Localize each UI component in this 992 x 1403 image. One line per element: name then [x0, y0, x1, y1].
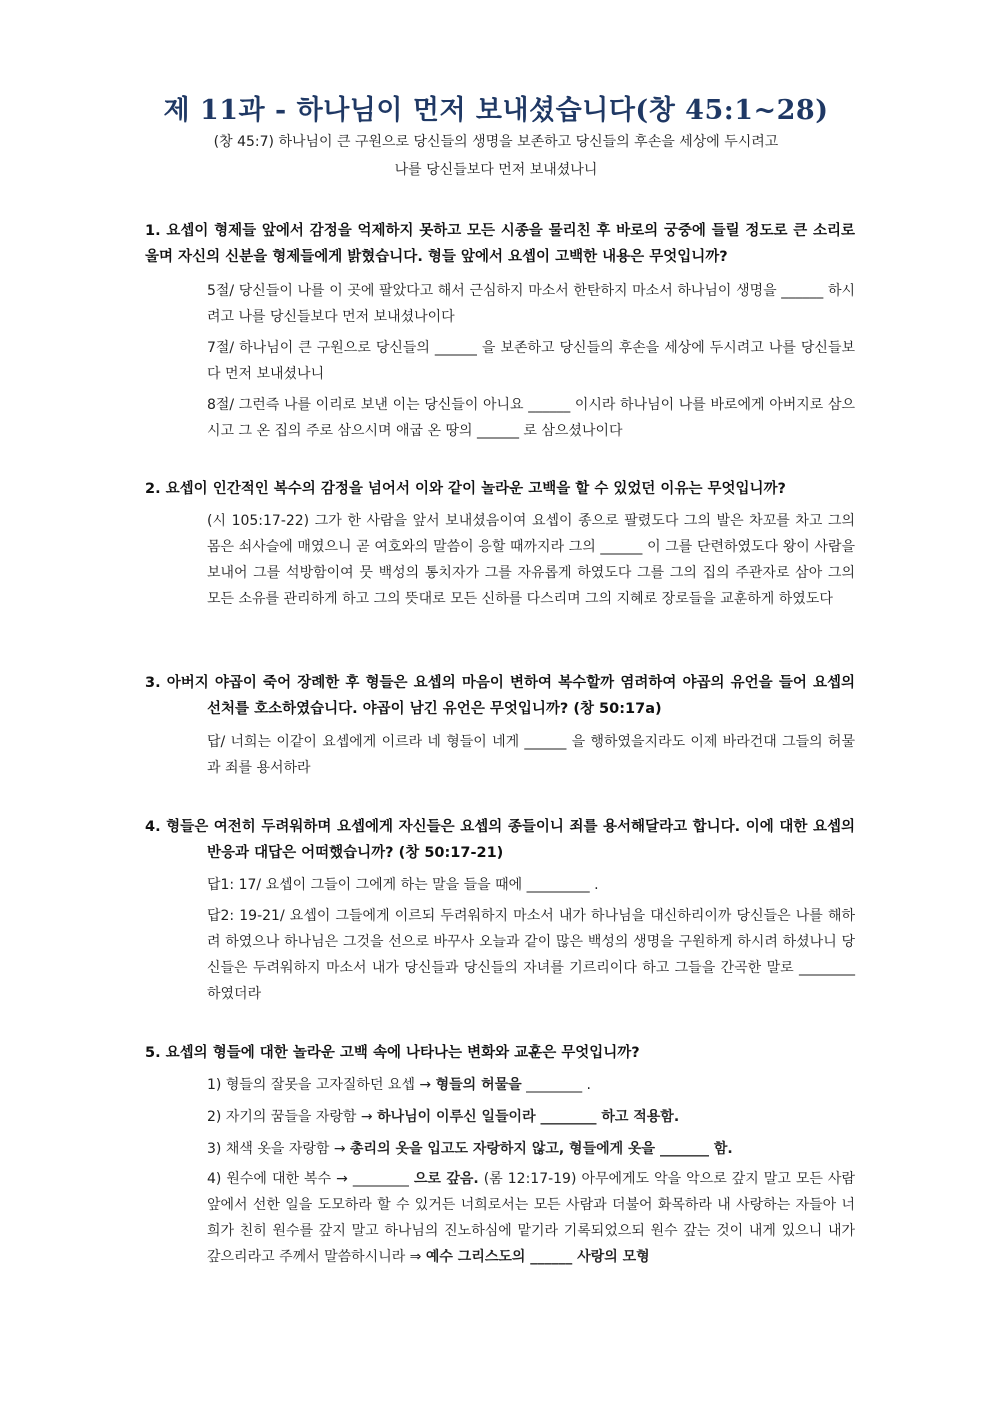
item-1-blank: ________ .: [521, 1077, 592, 1093]
question-1-answer-verse5: 5절/ 당신들이 나를 이 곳에 팔았다고 해서 근심하지 마소서 한탄하지 마소서 하나님이 생명을 ______ 하시려고 나를 당신들보다 먼저 보내셨나이다: [207, 283, 855, 325]
question-3: 3. 아버지 야곱이 죽어 장례한 후 형들은 요셉의 마음이 변하여 복수할까 염려하여 야곱의 유언을 들어 요셉의 선처를 호소하였습니다. 야곱이 남긴 유언은 무엇입니까? (창 50:17a): [145, 675, 855, 717]
item-1-text: 1) 형들의 잘못을 고자질하던 요셉 →: [207, 1077, 436, 1093]
item-4-bold-1: 으로 갚음.: [413, 1171, 479, 1187]
question-1-answer-verse7: 7절/ 하나님이 큰 구원으로 당신들의 ______ 을 보존하고 당신들의 후손을 세상에 두시려고 나를 당신들보다 먼저 보내셨나니: [207, 340, 855, 382]
question-2-answer-psalm: (시 105:17-22) 그가 한 사람을 앞서 보내셨음이여 요셉이 종으로 팔렸도다 그의 발은 차꼬를 차고 그의 몸은 쇠사슬에 매였으니 곧 여호와의 말씀이 응할 때까지라 그의 ______ 이 그를 단련하였도다 왕이 사람을 보내어 그를 석방함이여 뭇 백성의 통치자가 그를 자유롭게 하였도다 그를 그의 집의 주관자로 삼아 그의 모든 소유를 관리하게 하고 그의 뜻대로 모든 신하를 다스리며 그의 지혜로 장로들을 교훈하게 하였도다: [207, 513, 855, 607]
item-3-text: 3) 채색 옷을 자랑함 →: [207, 1141, 351, 1157]
item-2-text: 2) 자기의 꿈들을 자랑함 →: [207, 1109, 378, 1125]
question-5-item-3: [207, 1136, 855, 1162]
item-4-text: 4) 원수에 대한 복수 → ________: [207, 1171, 414, 1187]
key-verse-line2: 나를 당신들보다 먼저 보내셨나니: [394, 162, 598, 178]
question-4-answer-1: 답1: 17/ 요셉이 그들이 그에게 하는 말을 들을 때에 _________ .: [207, 877, 599, 893]
page-title: 제 11과 - 하나님이 먼저 보내셨습니다(창 45:1~28): [163, 95, 829, 126]
item-4-verse: (롬 12:17-19) 아무에게도 악을 악으로 갚지 말고 모든 사람 앞에서 선한 일을 도모하라 할 수 있거든 너희로서는 모든 사람과 더불어 화목하라 내 사랑하는 자들아 너희가 친히 원수를 갚지 말고 하나님의 진노하심에 맡기라 기록되었으되 원수 갚는 것이 내게 있으니 내가 갚으리라고 주께서 말씀하시니라 ⇒: [207, 1171, 855, 1265]
question-5-item-4: [207, 1166, 855, 1270]
question-3-answer: 답/ 너희는 이같이 요셉에게 이르라 네 형들이 네게 ______ 을 행하였을지라도 이제 바라건대 그들의 허물과 죄를 용서하라: [207, 734, 855, 776]
question-1-answer-verse8: 8절/ 그런즉 나를 이리로 보낸 이는 당신들이 아니요 ______ 이시라 하나님이 나를 바로에게 아버지로 삼으시고 그 온 집의 주로 삼으시며 애굽 온 땅의 ______ 로 삼으셨나이다: [207, 397, 855, 439]
question-5-item-1: [207, 1072, 855, 1098]
item-3-bold: 총리의 옷을 입고도 자랑하지 않고, 형들에게 옷을 _______ 함.: [350, 1141, 733, 1157]
question-4-answer-2: 답2: 19-21/ 요셉이 그들에게 이르되 두려워하지 마소서 내가 하나님을 대신하리이까 당신들은 나를 해하려 하였으나 하나님은 그것을 선으로 바꾸사 오늘과 같이 많은 백성의 생명을 구원하게 하시려 하셨나니 당신들은 두려워하지 마소서 내가 당신들과 당신들의 자녀를 기르리이다 하고 그들을 간곡한 말로 ________ 하였더라: [207, 908, 855, 1002]
question-1: 1. 요셉이 형제들 앞에서 감정을 억제하지 못하고 모든 시종을 물리친 후 바로의 궁중에 들릴 정도로 큰 소리로 울며 자신의 신분을 형제들에게 밝혔습니다. 형들 앞에서 요셉이 고백한 내용은 무엇입니까?: [145, 223, 855, 265]
question-4: 4. 형들은 여전히 두려워하며 요셉에게 자신들은 요셉의 종들이니 죄를 용서해달라고 합니다. 이에 대한 요셉의 반응과 대답은 어떠했습니까? (창 50:17-21): [145, 819, 855, 861]
item-2-bold: 하나님이 이루신 일들이라 ________ 하고 적용함.: [377, 1109, 680, 1125]
question-5-item-2: [207, 1104, 855, 1130]
key-verse-line1: (창 45:7) 하나님이 큰 구원으로 당신들의 생명을 보존하고 당신들의 후손을 세상에 두시려고: [213, 134, 779, 150]
question-5: 5. 요셉의 형들에 대한 놀라운 고백 속에 나타나는 변화와 교훈은 무엇입니까?: [145, 1045, 640, 1061]
item-4-bold-2: 예수 그리스도의 ______ 사랑의 모형: [425, 1249, 650, 1265]
item-1-bold: 형들의 허물을: [435, 1077, 522, 1093]
question-2: 2. 요셉이 인간적인 복수의 감정을 넘어서 이와 같이 놀라운 고백을 할 수 있었던 이유는 무엇입니까?: [145, 481, 786, 497]
